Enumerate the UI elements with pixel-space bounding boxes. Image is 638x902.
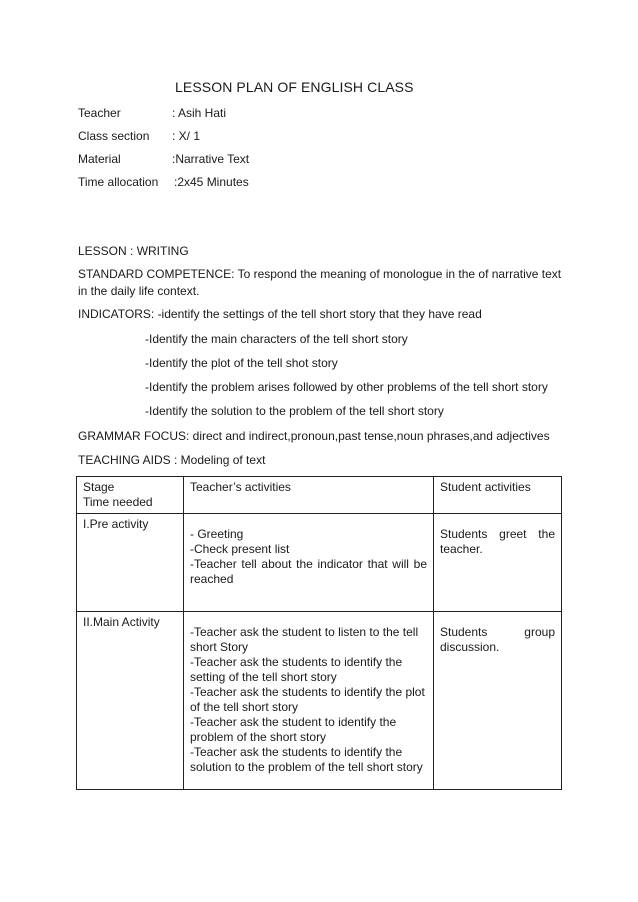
indicator-item: -Identify the plot of the tell shot story bbox=[145, 356, 338, 370]
teacher-activities-cell bbox=[184, 612, 434, 790]
teacher-label: Teacher bbox=[78, 106, 121, 120]
student-activities-cell bbox=[434, 612, 562, 790]
time-allocation-value: :2x45 Minutes bbox=[174, 175, 249, 189]
indicator-item: -Identify the problem arises followed by other problems of the tell short story bbox=[145, 380, 548, 394]
teacher-activities-cell bbox=[184, 514, 434, 612]
time-needed-header: Time needed bbox=[83, 495, 153, 509]
standard-competence: STANDARD COMPETENCE: To respond the meaning of monologue in the of narrative text in the daily life context. bbox=[78, 267, 562, 298]
table-row bbox=[77, 612, 562, 790]
table-row bbox=[77, 514, 562, 612]
stage-cell: I.Pre activity bbox=[77, 514, 184, 612]
material-value: :Narrative Text bbox=[172, 152, 250, 166]
class-section-value: : X/ 1 bbox=[172, 129, 201, 143]
document-title: LESSON PLAN OF ENGLISH CLASS bbox=[175, 79, 414, 95]
student-activity: Students greet the teacher. bbox=[440, 527, 555, 556]
teacher-activity: -Teacher tell about the indicator that will be reached bbox=[190, 557, 427, 586]
indicators-heading: INDICATORS: -identify the settings of the tell short story that they have read bbox=[78, 307, 482, 321]
teacher-activity: -Teacher ask the students to identify the setting of the tell short story bbox=[190, 655, 403, 684]
teacher-activity: -Teacher ask the student to listen to the tell short Story bbox=[190, 625, 419, 654]
lesson-line: LESSON : WRITING bbox=[78, 244, 189, 258]
indicator-item: -Identify the main characters of the tell short story bbox=[145, 332, 408, 346]
stage-header-cell bbox=[77, 477, 184, 514]
teacher-activities-header: Teacher’s activities bbox=[184, 477, 434, 514]
teacher-activity: -Teacher ask the students to identify the solution to the problem of the tell short story bbox=[190, 745, 423, 774]
student-activities-header: Student activities bbox=[434, 477, 562, 514]
student-activity: Students group discussion. bbox=[440, 625, 555, 654]
lesson-plan-table bbox=[76, 476, 562, 790]
teacher-activity: -Teacher ask the student to identify the problem of the short story bbox=[190, 715, 397, 744]
indicator-item: -Identify the solution to the problem of the tell short story bbox=[145, 404, 444, 418]
class-section-label: Class section bbox=[78, 129, 150, 143]
material-label: Material bbox=[78, 152, 121, 166]
stage-cell: II.Main Activity bbox=[77, 612, 184, 790]
stage-header: Stage bbox=[83, 480, 115, 494]
grammar-focus: GRAMMAR FOCUS: direct and indirect,pronoun,past tense,noun phrases,and adjectives bbox=[78, 429, 550, 443]
teacher-activity: -Teacher ask the students to identify the plot of the tell short story bbox=[190, 685, 425, 714]
teacher-activity: - Greeting bbox=[190, 527, 244, 541]
student-activities-cell bbox=[434, 514, 562, 612]
time-allocation-label: Time allocation bbox=[78, 175, 159, 189]
teacher-value: : Asih Hati bbox=[172, 106, 227, 120]
teaching-aids: TEACHING AIDS : Modeling of text bbox=[78, 453, 266, 467]
table-header-row bbox=[77, 477, 562, 514]
teacher-activity: -Check present list bbox=[190, 542, 290, 556]
